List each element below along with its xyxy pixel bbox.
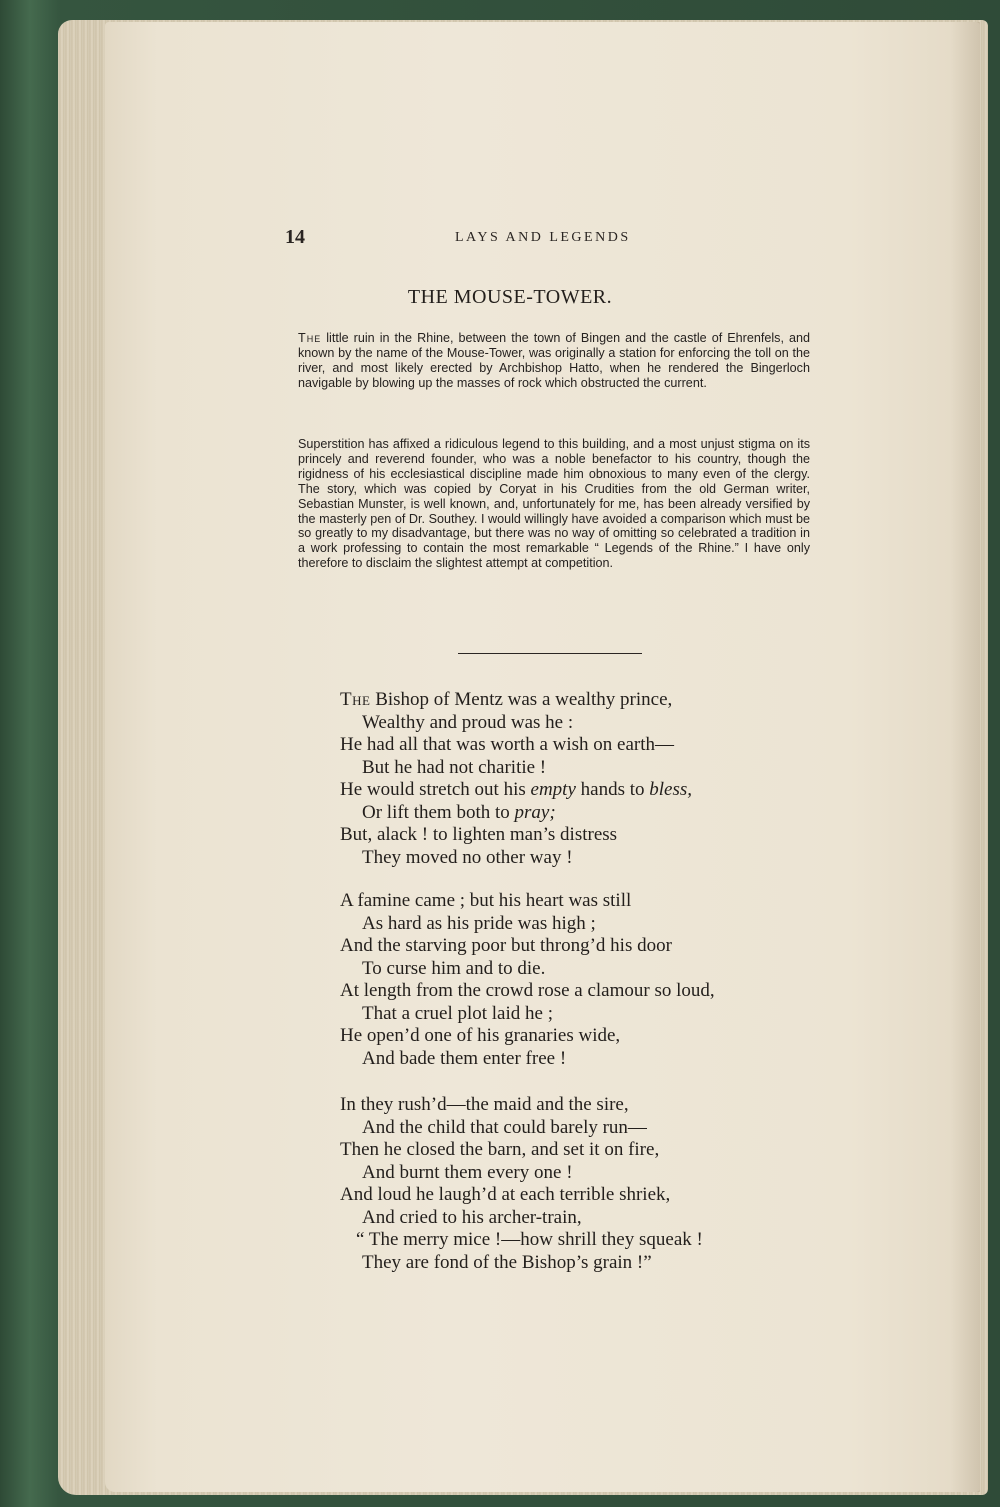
verse-line: “ The merry mice !—how shrill they squeak ! <box>356 1229 703 1250</box>
verse-line: Then he closed the barn, and set it on fire, <box>340 1139 660 1160</box>
verse-line <box>340 779 800 802</box>
intro-paragraph-1-text: little ruin in the Rhine, between the town of Bingen and the castle of Ehrenfels, and known by the name of the Mouse-Tower, was originally a station for enforcing the toll on the river, and most likely erected by Archbishop Hatto, when he rendered the Bingerloch navigable by blowing up the masses of rock which obstructed the current. <box>298 331 810 390</box>
verse-line: A famine came ; but his heart was still <box>340 890 632 911</box>
verse-line: At length from the crowd rose a clamour so loud, <box>340 980 715 1001</box>
verse-line: He open’d one of his granaries wide, <box>340 1025 621 1046</box>
verse-line: To curse him and to die. <box>362 957 546 979</box>
verse-line: They are fond of the Bishop’s grain !” <box>362 1251 652 1273</box>
verse-line: And the child that could barely run— <box>362 1116 647 1138</box>
verse-line: And loud he laugh’d at each terrible shriek, <box>340 1184 671 1205</box>
verse-line-text: hands to <box>575 779 650 800</box>
poem-stanza-1 <box>340 689 800 869</box>
verse-line: In they rush’d—the maid and the sire, <box>340 1094 629 1115</box>
intro-paragraph-1 <box>298 331 810 391</box>
verse-line-text: He would stretch out his <box>340 779 531 800</box>
verse-emphasis: pray; <box>514 801 556 823</box>
verse-line: Wealthy and proud was he : <box>362 711 574 733</box>
page-number: 14 <box>285 226 305 248</box>
verse-line: And the starving poor but throng’d his door <box>340 935 672 956</box>
verse-lead-word: The <box>340 689 371 710</box>
verse-emphasis: bless, <box>649 779 692 800</box>
page-gutter-shadow <box>950 22 980 1492</box>
section-divider <box>458 653 642 654</box>
verse-line: And bade them enter free ! <box>362 1047 567 1069</box>
verse-line: But he had not charitie ! <box>362 756 547 778</box>
verse-line: They moved no other way ! <box>362 846 573 868</box>
running-head: LAYS AND LEGENDS <box>455 230 631 245</box>
verse-emphasis: empty <box>530 779 576 800</box>
verse-line: That a cruel plot laid he ; <box>362 1002 553 1024</box>
verse-line-text: Bishop of Mentz was a wealthy prince, <box>370 689 673 710</box>
verse-line <box>340 689 800 712</box>
poem-stanza-3 <box>340 1094 800 1274</box>
verse-line: He had all that was worth a wish on earth— <box>340 734 674 755</box>
verse-line <box>340 802 800 825</box>
verse-line: And burnt them every one ! <box>362 1161 573 1183</box>
intro-paragraph-2: Superstition has affixed a ridiculous legend to this building, and a most unjust stigma on its princely and reverend founder, who was a noble benefactor to his country, though the rigidness of his ecclesiastical discipline made him obnoxious to many even of the clergy. The story, which was copied by Coryat in his Crudities from the old German writer, Sebastian Munster, is well known, and, unfortunately for me, has been already versified by the masterly pen of Dr. Southey. I would willingly have avoided a comparison which must be so greatly to my disadvantage, but there was no way of omitting so celebrated a tradition in a work professing to contain the most remarkable “ Legends of the Rhine.” I have only therefore to disclaim the slightest attempt at competition. <box>298 437 810 571</box>
verse-line: But, alack ! to lighten man’s distress <box>340 824 618 845</box>
intro-lead-word: The <box>298 331 322 345</box>
poem-stanza-2 <box>340 890 800 1070</box>
page-header <box>285 226 805 252</box>
verse-line: As hard as his pride was high ; <box>362 912 596 934</box>
verse-line: And cried to his archer-train, <box>362 1206 582 1228</box>
verse-line-text: Or lift them both to <box>362 801 515 823</box>
chapter-title: THE MOUSE-TOWER. <box>407 286 613 308</box>
